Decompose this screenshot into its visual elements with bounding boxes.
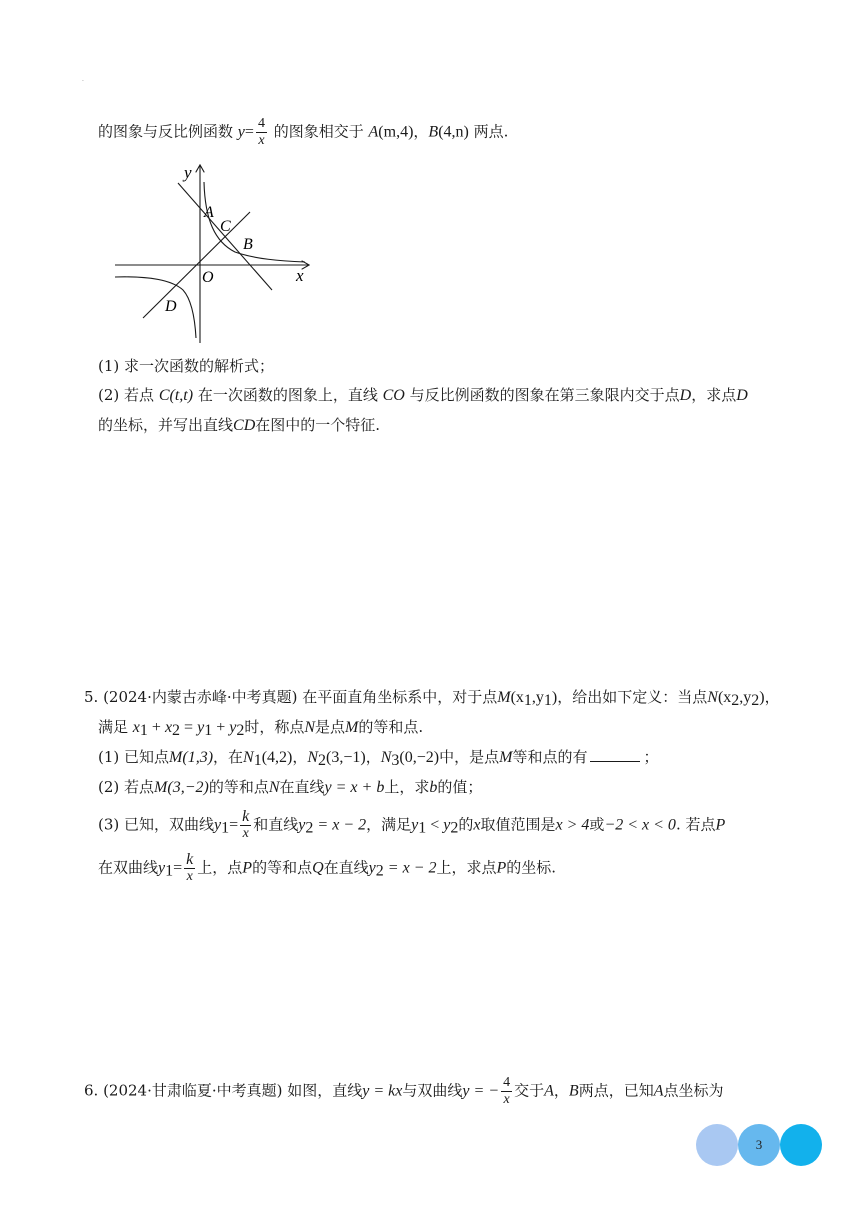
label-x: x xyxy=(296,266,304,285)
label-d: D xyxy=(165,298,177,315)
q4-line1: 的图象与反比例函数 y= $\frac{4}{x}$ 的图象相交于 A(m,4)，B(4,n) 两点. xyxy=(98,116,509,148)
q4-part2-line2: 的坐标，并写出直线CD在图中的一个特征. xyxy=(98,416,381,434)
function-graph-diagram xyxy=(110,160,315,345)
fraction-4-over-x: $\frac{4}{x}$ xyxy=(257,116,265,148)
fraction-k-over-x: $\frac{k}{x}$ xyxy=(242,808,250,841)
label-c: C xyxy=(220,218,231,235)
hyperbola-branch-3 xyxy=(115,277,196,338)
fraction-k-over-x-2: $\frac{k}{x}$ xyxy=(186,851,194,884)
q5-part1: (1) 已知点M(1,3)，在$N_1(4,2)$，$N_2(3,-1)$，$N_3(0,-2)$中，是点M等和点的有 ； xyxy=(98,748,659,769)
q4-part2-line1: (2) 若点 C(t,t) 在一次函数的图象上，直线 CO 与反比例函数的图象在第三象限内交于点D，求点D xyxy=(98,386,748,404)
q5-part2: (2) 若点M(3,−2)的等和点N在直线y = x + b上，求b的值； xyxy=(98,778,483,796)
q5-intro: 5. (2024·内蒙古赤峰·中考真题) 在平面直角坐标系中，对于点$M(x_1,y_1)$，给出如下定义：当点$N(x_2,y_2)$， xyxy=(84,688,780,709)
q5-part3-line2: 在双曲线$y_1=$ $\frac{k}{x}$ 上，点P的等和点Q在直线$y_2 = x - 2$上，求点P的坐标. xyxy=(98,851,557,884)
badge-circle-left xyxy=(696,1124,738,1166)
fraction-4-over-x-q6: $\frac{4}{x}$ xyxy=(503,1075,511,1107)
badge-circle-right xyxy=(780,1124,822,1166)
label-y: y xyxy=(184,163,192,182)
q5-part3-line1: (3) 已知，双曲线$y_1=$ $\frac{k}{x}$ 和直线$y_2 = x - 2$，满足$y_1 < y_2$的x取值范围是x > 4或−2 < x < 0. 若点P xyxy=(98,808,726,841)
label-b: B xyxy=(243,236,253,253)
header-mark: · xyxy=(82,78,84,85)
answer-blank[interactable] xyxy=(590,747,640,762)
page-number-badge xyxy=(696,1124,822,1166)
label-o: O xyxy=(202,269,214,286)
q6-intro: 6. (2024·甘肃临夏·中考真题) 如图，直线y = kx与双曲线y = − $\frac{4}{x}$ 交于A，B两点，已知A点坐标为 xyxy=(84,1075,724,1107)
page-number: 3 xyxy=(755,1137,763,1152)
label-a: A xyxy=(204,204,214,221)
q4-part1: (1) 求一次函数的解析式； xyxy=(98,357,275,375)
q5-definition: 满足 $x_1 + x_2 = y_1 + y_2$时，称点N是点M的等和点. xyxy=(98,718,424,739)
